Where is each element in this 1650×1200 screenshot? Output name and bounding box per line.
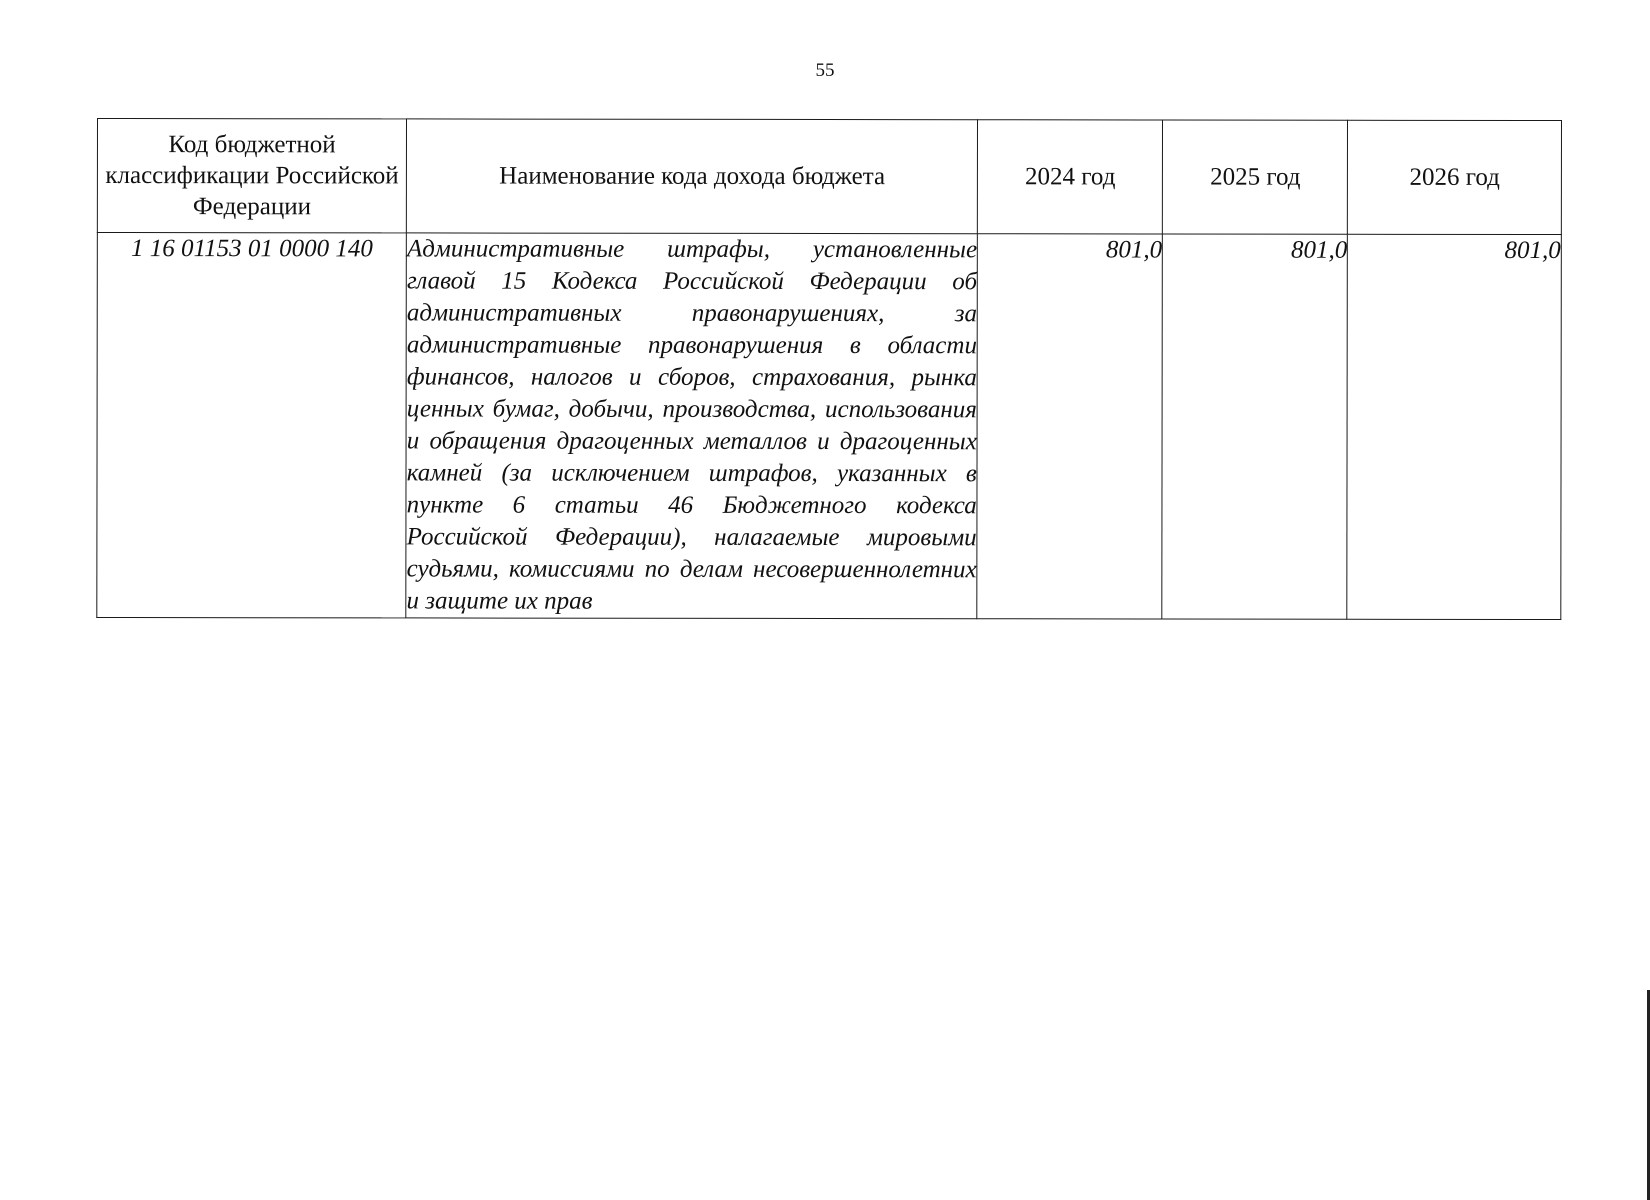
row-name: Административные штрафы, установленные главой 15 Кодекса Российской Федерации об административных правонарушениях, за административные правонарушения в области финансов, налогов и сборов, страхования, рынка ценных бумаг, добычи, производства, использования и обращения драгоценных металлов и драгоценных камней (за исключением штрафов, указанных в пункте 6 статьи 46 Бюджетного кодекса Российской Федерации), налагаемые мировыми судьями, комиссиями по делам несовершеннолетних и защите их прав [406, 233, 978, 619]
row-value-2024: 801,0 [977, 234, 1163, 619]
header-year-2025: 2025 год [1163, 120, 1348, 234]
header-name: Наименование кода дохода бюджета [407, 119, 978, 234]
page-number: 55 [815, 60, 835, 81]
row-value-2025: 801,0 [1162, 234, 1348, 619]
header-code: Код бюджетной классификации Российской Федерации [97, 119, 406, 233]
table-row [97, 233, 1562, 620]
budget-table [96, 118, 1562, 620]
row-value-2026: 801,0 [1347, 234, 1561, 619]
row-code: 1 16 01153 01 0000 140 [97, 233, 407, 618]
header-year-2026: 2026 год [1348, 120, 1562, 234]
table-header-row [97, 119, 1561, 235]
header-year-2024: 2024 год [978, 120, 1163, 234]
